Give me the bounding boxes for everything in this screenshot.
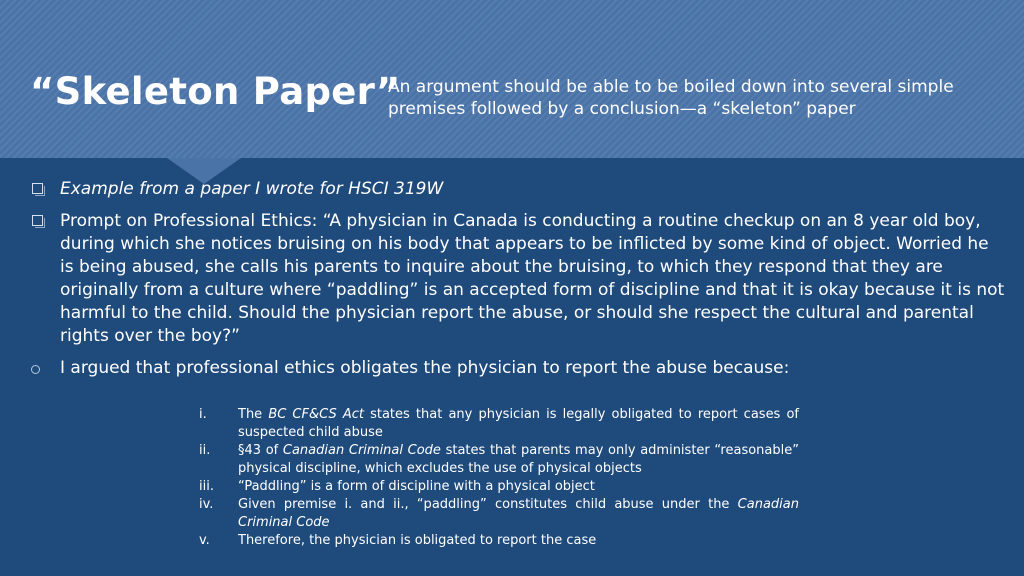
premise-text-end: states that parents may only administer “reasonable” physical discipline, which excludes the use of physical objects — [238, 443, 799, 476]
premise-number: ii. — [199, 443, 211, 458]
premise-text: Therefore, the physician is obligated to report the case — [238, 533, 597, 548]
bullet-prompt — [30, 210, 1005, 348]
premise-list — [199, 406, 799, 550]
premise-text: The — [238, 407, 269, 422]
bullet-example — [30, 178, 1005, 201]
premise-text: “Paddling” is a form of discipline with a physical object — [238, 479, 595, 494]
bullet-list — [30, 178, 1005, 389]
premise-item — [199, 478, 799, 496]
slide-title: “Skeleton Paper” — [30, 70, 401, 113]
premise-number: v. — [199, 533, 210, 548]
premise-emphasis: Canadian Criminal Code — [238, 497, 799, 530]
bullet-argument — [30, 357, 1005, 380]
premise-number: i. — [199, 407, 207, 422]
premise-emphasis: Canadian Criminal Code — [282, 443, 441, 458]
bullet-text: Example from a paper I wrote for HSCI 319W — [60, 179, 444, 199]
square-bullet-icon — [32, 215, 43, 226]
premise-number: iv. — [199, 497, 214, 512]
bullet-text: Prompt on Professional Ethics: “A physician in Canada is conducting a routine checkup on an 8 year old boy, during which she notices bruising on his body that appears to be inflicted by some kind of object. Worried he is being abused, she calls his parents to inquire about the bruising, to which they respond that they are originally from a culture where “paddling” is an accepted form of discipline and that it is okay because it is not harmful to the child. Should the physician report the abuse, or should she respect the cultural and parental rights over the boy?” — [60, 211, 1005, 346]
premise-number: iii. — [199, 479, 214, 494]
circle-bullet-icon — [31, 365, 40, 374]
bullet-text: I argued that professional ethics obligates the physician to report the abuse because: — [60, 358, 790, 378]
slide-subtitle: An argument should be able to be boiled down into several simple premises followed by a conclusion—a “skeleton” paper — [388, 77, 954, 119]
premise-emphasis: BC CF&CS Act — [268, 407, 364, 422]
square-bullet-icon — [32, 183, 43, 194]
premise-item — [199, 442, 799, 478]
premise-item — [199, 496, 799, 532]
premise-item — [199, 406, 799, 442]
premise-text-end: states that any physician is legally obligated to report cases of suspected child abuse — [238, 407, 799, 440]
premise-text: §43 of — [238, 443, 283, 458]
premise-item — [199, 532, 799, 550]
premise-text: Given premise i. and ii., “paddling” constitutes child abuse under the — [238, 497, 738, 512]
